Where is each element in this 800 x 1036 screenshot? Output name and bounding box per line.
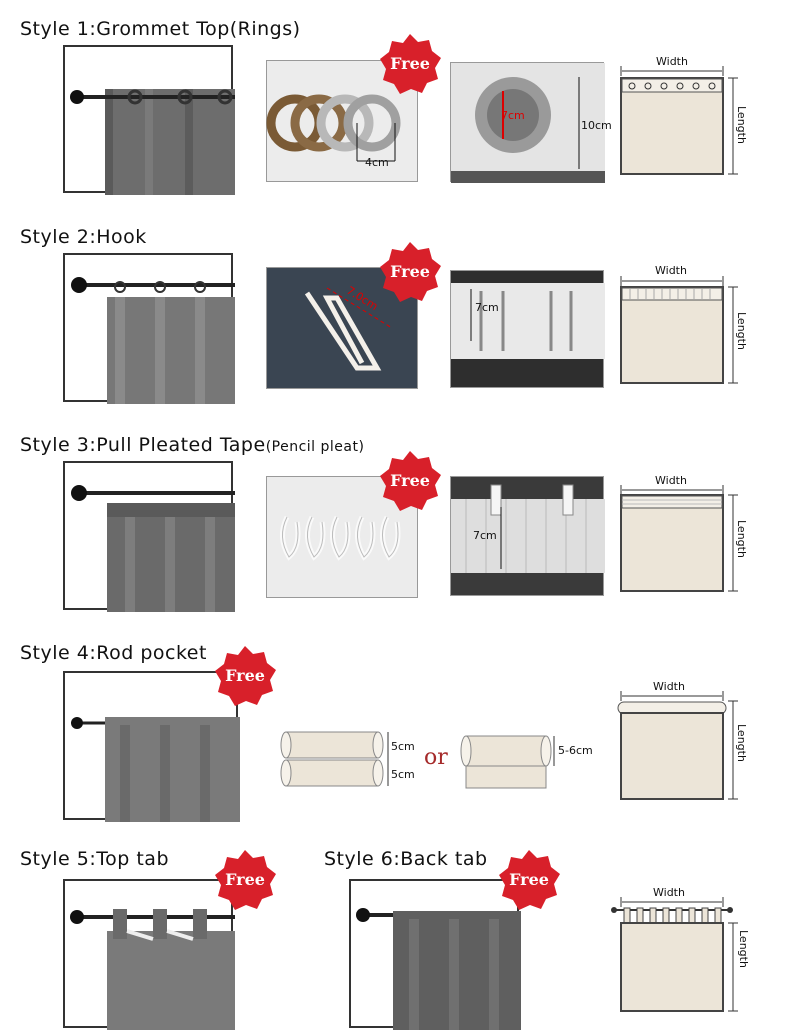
pocket-b-label: 5cm <box>391 768 415 781</box>
hook-panel-diagram <box>620 286 724 384</box>
width-arrow-2 <box>620 276 724 286</box>
grommet-panel-diagram <box>620 77 724 175</box>
width-label-2: Width <box>655 264 687 277</box>
back-tab-curtain-photo <box>349 879 519 1028</box>
pleat-curtain-illustration <box>65 463 235 612</box>
hook-tape-illustration <box>451 271 605 389</box>
hook-curtain-photo <box>63 253 233 402</box>
hook-tape-photo <box>450 270 604 388</box>
grommet-curtain-photo <box>63 45 233 193</box>
top-tab-curtain-photo <box>63 879 233 1028</box>
style-5-title: Style 5:Top tab <box>20 848 170 870</box>
rod-pocket-curtain-photo <box>63 671 238 820</box>
width-arrow-1 <box>620 66 724 76</box>
style-1-title: Style 1:Grommet Top(Rings) <box>20 18 301 40</box>
length-label-3: Length <box>735 520 748 558</box>
rod-pocket-panel-diagram <box>620 712 724 800</box>
free-badge-1: Free <box>378 32 442 96</box>
single-pocket-diagram <box>460 730 560 790</box>
style-6-title: Style 6:Back tab <box>324 848 488 870</box>
width-label-1: Width <box>656 55 688 68</box>
free-badge-3: Free <box>378 449 442 513</box>
length-label-4: Length <box>735 724 748 762</box>
pleat-panel-diagram <box>620 494 724 592</box>
pleat-curtain-photo <box>63 461 233 610</box>
pocket-c-label: 5-6cm <box>558 744 593 757</box>
or-word: or <box>424 745 448 770</box>
grommet-tape-label: 10cm <box>581 119 612 132</box>
pleat-tape-label: 7cm <box>473 529 497 542</box>
style-3-title <box>20 434 364 456</box>
free-badge-4: Free <box>213 644 277 708</box>
back-tab-illustration <box>351 881 521 1030</box>
free-badge-6: Free <box>497 848 561 912</box>
width-label-5: Width <box>653 886 685 899</box>
length-label-5: Length <box>737 930 750 968</box>
style-3-title-sub: (Pencil pleat) <box>265 439 365 455</box>
hook-curtain-illustration <box>65 255 235 404</box>
length-label-2: Length <box>735 312 748 350</box>
ring-size-label: 4cm <box>365 156 389 169</box>
hook-tape-label: 7cm <box>475 301 499 314</box>
grommet-inner-label: 7cm <box>501 109 525 122</box>
pleat-tape-photo <box>450 476 604 596</box>
grommet-tape-photo <box>450 62 612 182</box>
grommet-curtain-illustration <box>65 47 235 195</box>
tab-panel-diagram <box>620 922 724 1012</box>
free-badge-2: Free <box>378 240 442 304</box>
style-3-title-main: Style 3:Pull Pleated Tape <box>20 434 266 456</box>
width-label-4: Width <box>653 680 685 693</box>
hook-size-label: 7.0cm <box>344 283 381 314</box>
style-2-title: Style 2:Hook <box>20 226 147 248</box>
style-4-title: Style 4:Rod pocket <box>20 642 207 664</box>
top-tab-illustration <box>65 881 235 1030</box>
double-pocket-diagram <box>280 728 395 792</box>
pocket-a-label: 5cm <box>391 740 415 753</box>
width-label-3: Width <box>655 474 687 487</box>
free-badge-5: Free <box>213 848 277 912</box>
length-label-1: Length <box>735 106 748 144</box>
